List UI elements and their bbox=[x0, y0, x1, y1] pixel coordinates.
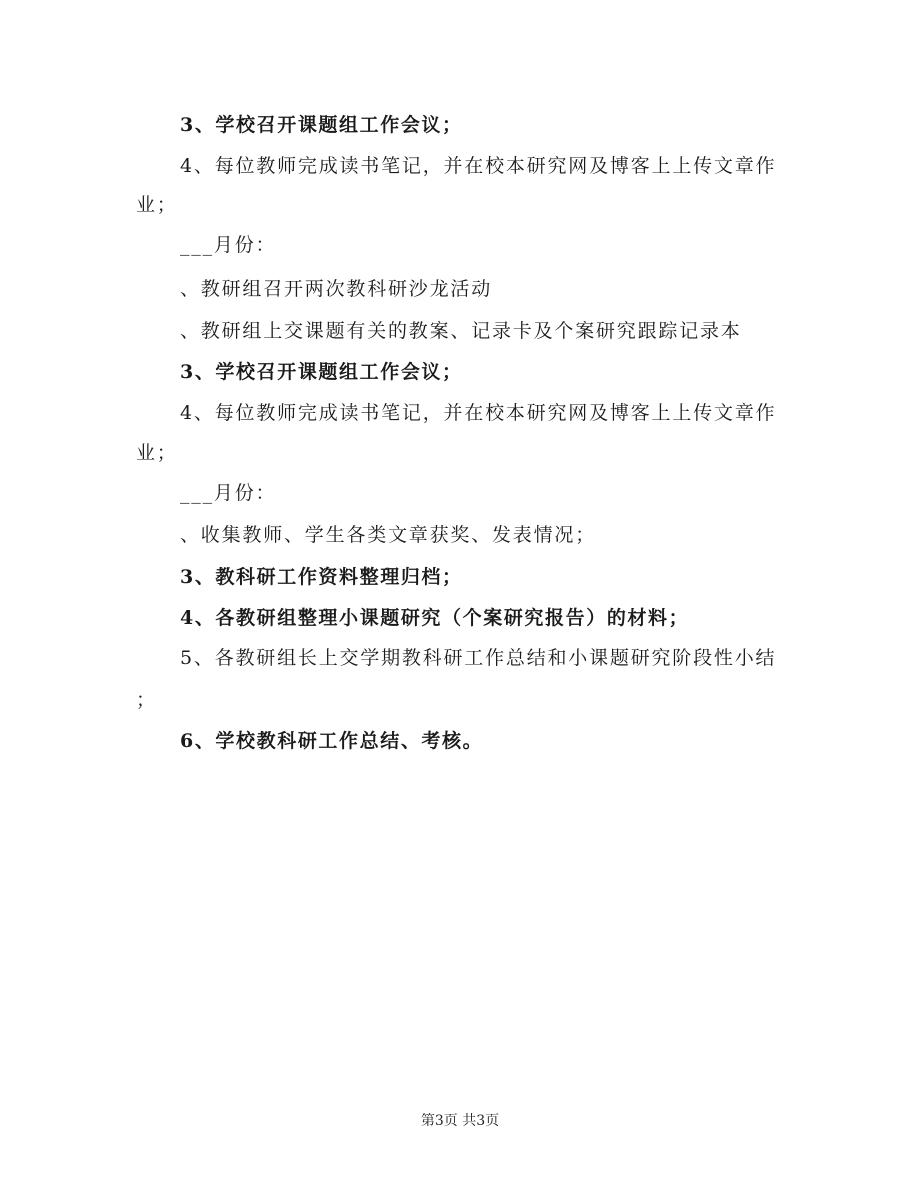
paragraph-line: 6、学校教科研工作总结、考核。 bbox=[180, 730, 484, 752]
paragraph-line: 4、各教研组整理小课题研究（个案研究报告）的材料； bbox=[180, 607, 690, 629]
paragraph-line: 、收集教师、学生各类文章获奖、发表情况； bbox=[180, 524, 597, 546]
paragraph-line: 5、各教研组长上交学期教科研工作总结和小课题研究阶段性小结 bbox=[180, 647, 777, 669]
paragraph-line: 、教研组上交课题有关的教案、记录卡及个案研究跟踪记录本 bbox=[180, 320, 742, 342]
paragraph-line: 3、教科研工作资料整理归档； bbox=[180, 566, 463, 588]
paragraph-line: 业； bbox=[136, 194, 178, 216]
paragraph-line: 业； bbox=[136, 442, 178, 464]
paragraph-line: ； bbox=[136, 689, 157, 711]
paragraph-line: 4、每位教师完成读书笔记，并在校本研究网及博客上上传文章作 bbox=[180, 402, 777, 424]
paragraph-line: ___月份： bbox=[180, 482, 277, 504]
page-number-footer: 第3页 共3页 bbox=[420, 1113, 500, 1129]
paragraph-line: 4、每位教师完成读书笔记，并在校本研究网及博客上上传文章作 bbox=[180, 155, 777, 177]
paragraph-line: 、教研组召开两次教科研沙龙活动 bbox=[180, 278, 493, 300]
paragraph-line: 3、学校召开课题组工作会议； bbox=[180, 114, 463, 136]
paragraph-line: 3、学校召开课题组工作会议； bbox=[180, 361, 463, 383]
paragraph-line: ___月份： bbox=[180, 234, 277, 256]
